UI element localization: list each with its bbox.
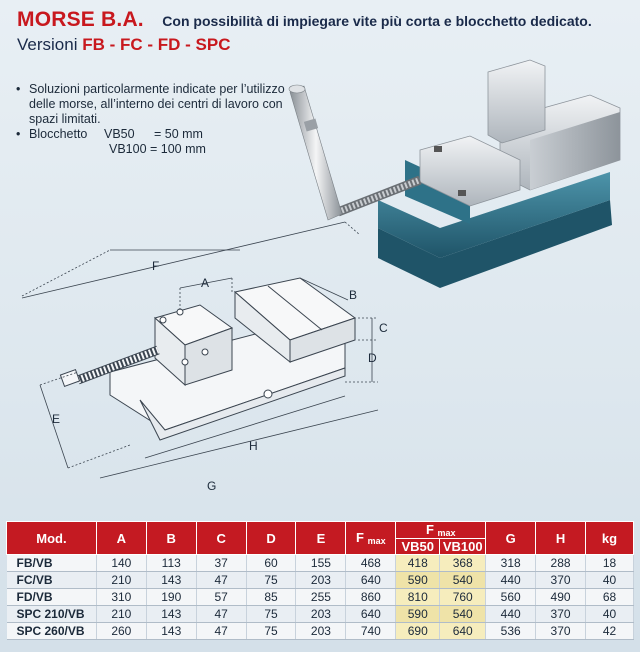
cell-mod: SPC 210/VB — [7, 606, 97, 623]
cell-a: 260 — [96, 623, 146, 640]
blocchetto-label: • Blocchetto — [29, 127, 88, 141]
cell-a: 140 — [96, 555, 146, 572]
dim-label-b: B — [349, 288, 358, 302]
cell-mod: SPC 260/VB — [7, 623, 97, 640]
dim-line-g — [100, 410, 378, 478]
cell-e: 203 — [296, 623, 346, 640]
jaw-block — [488, 60, 545, 143]
cell-vb100: 368 — [440, 555, 486, 572]
cell-f: 640 — [346, 606, 396, 623]
drawing-center-hole — [264, 390, 272, 398]
cell-kg: 40 — [586, 606, 634, 623]
header-a: A — [96, 522, 146, 555]
page-title: MORSE B.A. — [17, 8, 144, 31]
dim-label-d: D — [368, 351, 377, 365]
header-mod: Mod. — [7, 522, 97, 555]
cell-h: 370 — [536, 623, 586, 640]
cell-e: 155 — [296, 555, 346, 572]
table-header-row-1 — [7, 522, 634, 539]
header-vb100: VB100 — [440, 539, 486, 555]
jaw-bolt-2 — [458, 190, 466, 196]
dim-label-g: G — [207, 479, 217, 493]
dim-label-f: F — [152, 259, 160, 273]
cell-c: 47 — [196, 623, 246, 640]
drawing-bolt-4 — [202, 349, 208, 355]
vise-handle — [289, 85, 342, 220]
jaw-bolt-1 — [434, 146, 442, 152]
dim-label-e: E — [52, 412, 61, 426]
cell-b: 113 — [146, 555, 196, 572]
cell-d: 60 — [246, 555, 296, 572]
cell-kg: 40 — [586, 572, 634, 589]
cell-vb50: 590 — [396, 606, 440, 623]
cell-vb100: 640 — [440, 623, 486, 640]
cell-f: 468 — [346, 555, 396, 572]
cell-h: 370 — [536, 606, 586, 623]
drawing-bolt-1 — [160, 317, 166, 323]
dim-label-h: H — [249, 439, 258, 453]
cell-c: 37 — [196, 555, 246, 572]
cell-d: 75 — [246, 623, 296, 640]
cell-kg: 18 — [586, 555, 634, 572]
table-row — [7, 623, 634, 640]
header-kg: kg — [586, 522, 634, 555]
spec-table — [6, 521, 634, 640]
cell-vb100: 760 — [440, 589, 486, 606]
versions-prefix: Versioni — [17, 35, 78, 54]
header-f-max — [346, 522, 396, 555]
header-f-max-group-sub: max — [437, 528, 456, 538]
cell-g: 440 — [486, 606, 536, 623]
cell-mod: FB/VB — [7, 555, 97, 572]
cell-f: 860 — [346, 589, 396, 606]
header-e: E — [296, 522, 346, 555]
cell-b: 143 — [146, 623, 196, 640]
cell-kg: 68 — [586, 589, 634, 606]
dim-line-e-bottom — [68, 445, 130, 468]
header-f-max-group-letter: F — [425, 522, 434, 537]
header-c: C — [196, 522, 246, 555]
vise-photo — [289, 60, 620, 288]
cell-c: 47 — [196, 606, 246, 623]
cell-d: 85 — [246, 589, 296, 606]
header-f-max-group — [396, 522, 486, 539]
table-row — [7, 589, 634, 606]
dim-label-c: C — [379, 321, 388, 335]
cell-e: 203 — [296, 572, 346, 589]
cell-vb100: 540 — [440, 606, 486, 623]
spec-table-wrap — [6, 521, 634, 640]
drawing-bolt-3 — [182, 359, 188, 365]
vb50-value: = 50 mm — [154, 127, 203, 141]
dim-label-a: A — [201, 276, 210, 290]
header-h: H — [536, 522, 586, 555]
table-row — [7, 555, 634, 572]
cell-g: 440 — [486, 572, 536, 589]
cell-vb50: 590 — [396, 572, 440, 589]
cell-a: 210 — [96, 606, 146, 623]
cell-f: 640 — [346, 572, 396, 589]
cell-h: 370 — [536, 572, 586, 589]
header-b: B — [146, 522, 196, 555]
table-row — [7, 606, 634, 623]
cell-d: 75 — [246, 606, 296, 623]
cell-g: 560 — [486, 589, 536, 606]
vise-drawing — [60, 278, 358, 440]
cell-c: 57 — [196, 589, 246, 606]
page-description: Con possibilità di impiegare vite più corta e blocchetto dedicato. — [162, 13, 592, 29]
versions-codes: FB - FC - FD - SPC — [82, 35, 231, 54]
cell-c: 47 — [196, 572, 246, 589]
cell-b: 143 — [146, 572, 196, 589]
cell-vb50: 690 — [396, 623, 440, 640]
cell-f: 740 — [346, 623, 396, 640]
cell-a: 210 — [96, 572, 146, 589]
header-vb50: VB50 — [396, 539, 440, 555]
vb50-key: VB50 — [104, 127, 135, 141]
dim-line-e — [40, 385, 68, 468]
header-f-max-sub: max — [367, 536, 386, 546]
cell-d: 75 — [246, 572, 296, 589]
cell-vb50: 418 — [396, 555, 440, 572]
header-d: D — [246, 522, 296, 555]
header-g: G — [486, 522, 536, 555]
dim-line-f-right — [345, 222, 360, 235]
feature-item-1-text: Soluzioni particolarmente indicate per l’utilizzo delle morse, all’interno dei centri di lavoro con spazi limitati. — [29, 82, 285, 126]
cell-g: 318 — [486, 555, 536, 572]
cell-h: 490 — [536, 589, 586, 606]
cell-vb100: 540 — [440, 572, 486, 589]
blocchetto-row-2: VB100 = 100 mm — [109, 142, 206, 156]
cell-kg: 42 — [586, 623, 634, 640]
cell-e: 203 — [296, 606, 346, 623]
cell-e: 255 — [296, 589, 346, 606]
cell-b: 190 — [146, 589, 196, 606]
dim-line-f-left — [22, 250, 110, 296]
cell-g: 536 — [486, 623, 536, 640]
cell-h: 288 — [536, 555, 586, 572]
cell-vb50: 810 — [396, 589, 440, 606]
cell-mod: FC/VB — [7, 572, 97, 589]
cell-a: 310 — [96, 589, 146, 606]
cell-mod: FD/VB — [7, 589, 97, 606]
table-row — [7, 572, 634, 589]
cell-b: 143 — [146, 606, 196, 623]
header-f-max-letter: F — [356, 530, 364, 545]
